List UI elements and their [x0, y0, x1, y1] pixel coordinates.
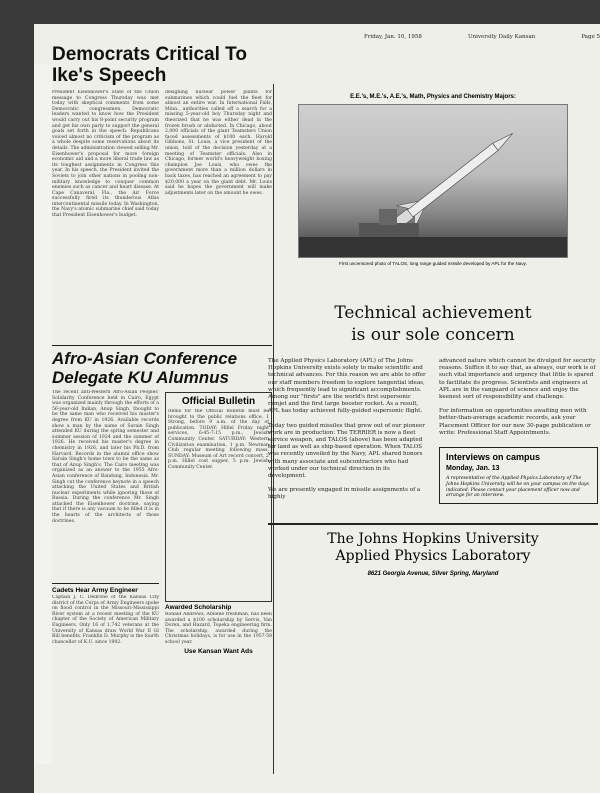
missile-illustration [299, 105, 567, 257]
article-ike-col-b: designing nuclear power plants for submarines which could fuel the fleet for almost an entire war. In International Falls, Minn., authorities called off a search for a missing 5-year-old boy Thursday night and theorized that he was either dead in the frozen brush or abducted. In Chicago, about 2,000 officials of the giant Teamsters Union faced assessments of $100 each. Harold Gibbons, St. Louis, a vice president of the union, told of the decision yesterday at a meeting of Teamster officials. Also in Chicago, former world's heavyweight boxing champion Joe Louis, who owes the government more than a million dollars in back taxes, has reached an agreement to pay $20,000 a year on the giant debt. Mr. Louis said he hopes the government will make adjustments later on the amount he owes. [165, 90, 272, 196]
article-cadets-headline: Cadets Hear Army Engineer [52, 587, 138, 594]
apl-signature [268, 523, 598, 577]
ad-paragraph-4: advanced nature which cannot be divulged for security reasons. Suffice it to say that, as always, our work is of such vital importance and urgency that little is spared to facilitate its progress. Scientists and engineers at APL are in the vanguard of science and enjoy the keenest sort of responsibility and challenge. [439, 358, 596, 401]
adjacent-page-edge [34, 64, 52, 764]
ad-paragraph-5: For information on opportunities awaiting men with better-than-average academic records, ask your Placement Officer for our new 30-page publication or write: Professional Staff Appointments. [439, 408, 591, 436]
award-body: Ronald Andrews, Abilene freshman, has been awarded a $100 scholarship by Servis, Van Doren, and Hazard, Topeka engineering firm. The scholarship, awarded during the Christmas holidays, is for use in the 1957-58 school year. [165, 612, 272, 645]
page-header [364, 34, 600, 40]
apl-advertisement [268, 84, 598, 577]
article-afro-asian-body: The recent anti-Western Afro-Asian Peoples' Solidarity Conference held in Cairo, Egypt was organized mainly through the efforts of a 56-year-old Indian, Anup Singh, thought to be the same man who received his master's degree from KU in 1926. Available records show a man by the name of Sarain Singh attended KU during the spring semester and summer session of 1924 and the summer of 1926. He received his master's degree in chemistry in 1926, and later his Ph.D. from Harvard. Records in the alumni office show Sarain Singh's home town to be the same as that of Anup Singh's. The Cairo meeting was organized as an answer to the 1955 Afro-Asian conference of Bandung, Indonesia. Mr. Singh cut the conference keynote in a speech attacking the United States and British nuclear experiments while ignoring those of Russia. During the conference Mr. Singh attacked the Eisenhower doctrine, saying that if there is any vacuum to be filled it is in the hearts of the architects of those doctrines. [52, 390, 159, 524]
ad-paragraph-2: Today two guided missiles that grew out of our pioneer work are in production: The TERRIER is now a fleet service weapon, and TALOS (above) has been adapted for land as well as ship-based operation. When TALOS was recently unveiled by the Navy, APL shared honors with many associate and subcontractors who had worked under our technical direction in its development. [268, 422, 425, 480]
ad-headline [268, 302, 598, 346]
bulletin-title: Official Bulletin [181, 396, 256, 407]
header-page: Page 5 [581, 34, 600, 40]
org-laboratory: Applied Physics Laboratory [335, 547, 531, 564]
org-address: 8621 Georgia Avenue, Silver Spring, Maryland [367, 570, 499, 577]
article-ike-body [52, 90, 272, 342]
photo-caption: First uncensored photo of TALOS, long range guided missile developed by APL for the Navy. [339, 261, 527, 266]
interviews-box [439, 447, 598, 504]
newspaper-page [34, 24, 600, 793]
article-ike-col-a: President Eisenhower's State of the Union message to Congress Thursday was met today with skeptical comments from some Democratic congressmen. Democratic leaders wanted to know how the President would carry out his 8-point security program and get his own party to support the general goals set forth in the speech. Republicans voiced almost no criticism of the program as a whole despite some reservations about its details. The administration viewed selling Mr. Eisenhower's proposal for more foreign economic aid and a more liberal trade law as its toughest assignments in Congress this year. In his speech, the President invited the Soviets to join other nations in pooling non-military knowledge to conquer common enemies such as cancer and heart disease. At Cape Canaveral, Fla., the Air Force successfully fired its thunderous Atlas intercontinental missile today. In Washington, the Navy's atomic submarine chief said today that President Eisenhower's budget. [52, 90, 159, 219]
want-ads-footer: Use Kansan Want Ads [184, 648, 253, 655]
ad-majors-line: E.E.'s, M.E.'s, A.E.'s, Math, Physics and Chemistry Majors: [350, 94, 516, 100]
interviews-date: Monday, Jan. 13 [446, 465, 500, 473]
org-university: The Johns Hopkins University [327, 530, 539, 547]
interviews-title: Interviews on campus [446, 452, 541, 463]
header-paper: University Daily Kansan [467, 34, 536, 40]
ad-headline-line-1: Technical achievement [334, 303, 532, 323]
interviews-text: A representative of the Applied Physics Laboratory of The Johns Hopkins University will be on your campus on the days indicated. Please contact your placement officer now and arrange for an interview. [446, 476, 589, 499]
ad-paragraph-1: The Applied Physics Laboratory (APL) of The Johns Hopkins University exists solely to make scientific and technical advances. For this reason we are able to offer our staff members freedom to explore tangential ideas, which frequently lead to significant accomplishments. Among our "firsts" are the world's first supersonic ramjet and the first large booster rocket. As a result, APL has today achieved fully-guided supersonic flight. [268, 358, 426, 415]
article-afro-asian-headline: Afro-Asian Conference Delegate KU Alumnus [52, 349, 238, 387]
header-date: Friday, Jan. 10, 1958 [364, 34, 422, 40]
award-headline: Awarded Scholarship [165, 604, 232, 611]
talos-missile-photo [298, 104, 568, 258]
bulletin-body: Items for the Official Bulletin must be brought to the public relations office, 1 Strong, before 9 a.m. of the day of publication. TODAY: Hillel Friday night services, 6:45-7:15 p.m., Jewish Community Center. SATURDAY: Western Civilization examination, 1 p.m. Newman Club regular meeting following mass. SUNDAY: Museum of Art record concert, 2 p.m. Hillel cost supper, 5 p.m. Jewish Community Center. [168, 409, 269, 470]
article-cadets-body: Captain J. C. Dedrone of the Kansas City district of the Corps of Army Engineers spoke on flood control in the Missouri-Mississippi River system at a recent meeting of the KU chapter of the Society of American Military Engineers. Only 16 of 1,742 veterans at the University of Kansas draw World War II GI Bill benefits. Franklin D. Murphy is the fourth chancellor of K.U. since 1902. [52, 595, 159, 645]
ad-paragraph-3: We are presently engaged in missile assignments of a highly [268, 487, 421, 501]
left-column [52, 42, 272, 659]
ad-headline-line-2: is our sole concern [351, 325, 515, 345]
official-bulletin [165, 392, 272, 602]
article-ike-headline: Democrats Critical To Ike's Speech [52, 44, 247, 86]
